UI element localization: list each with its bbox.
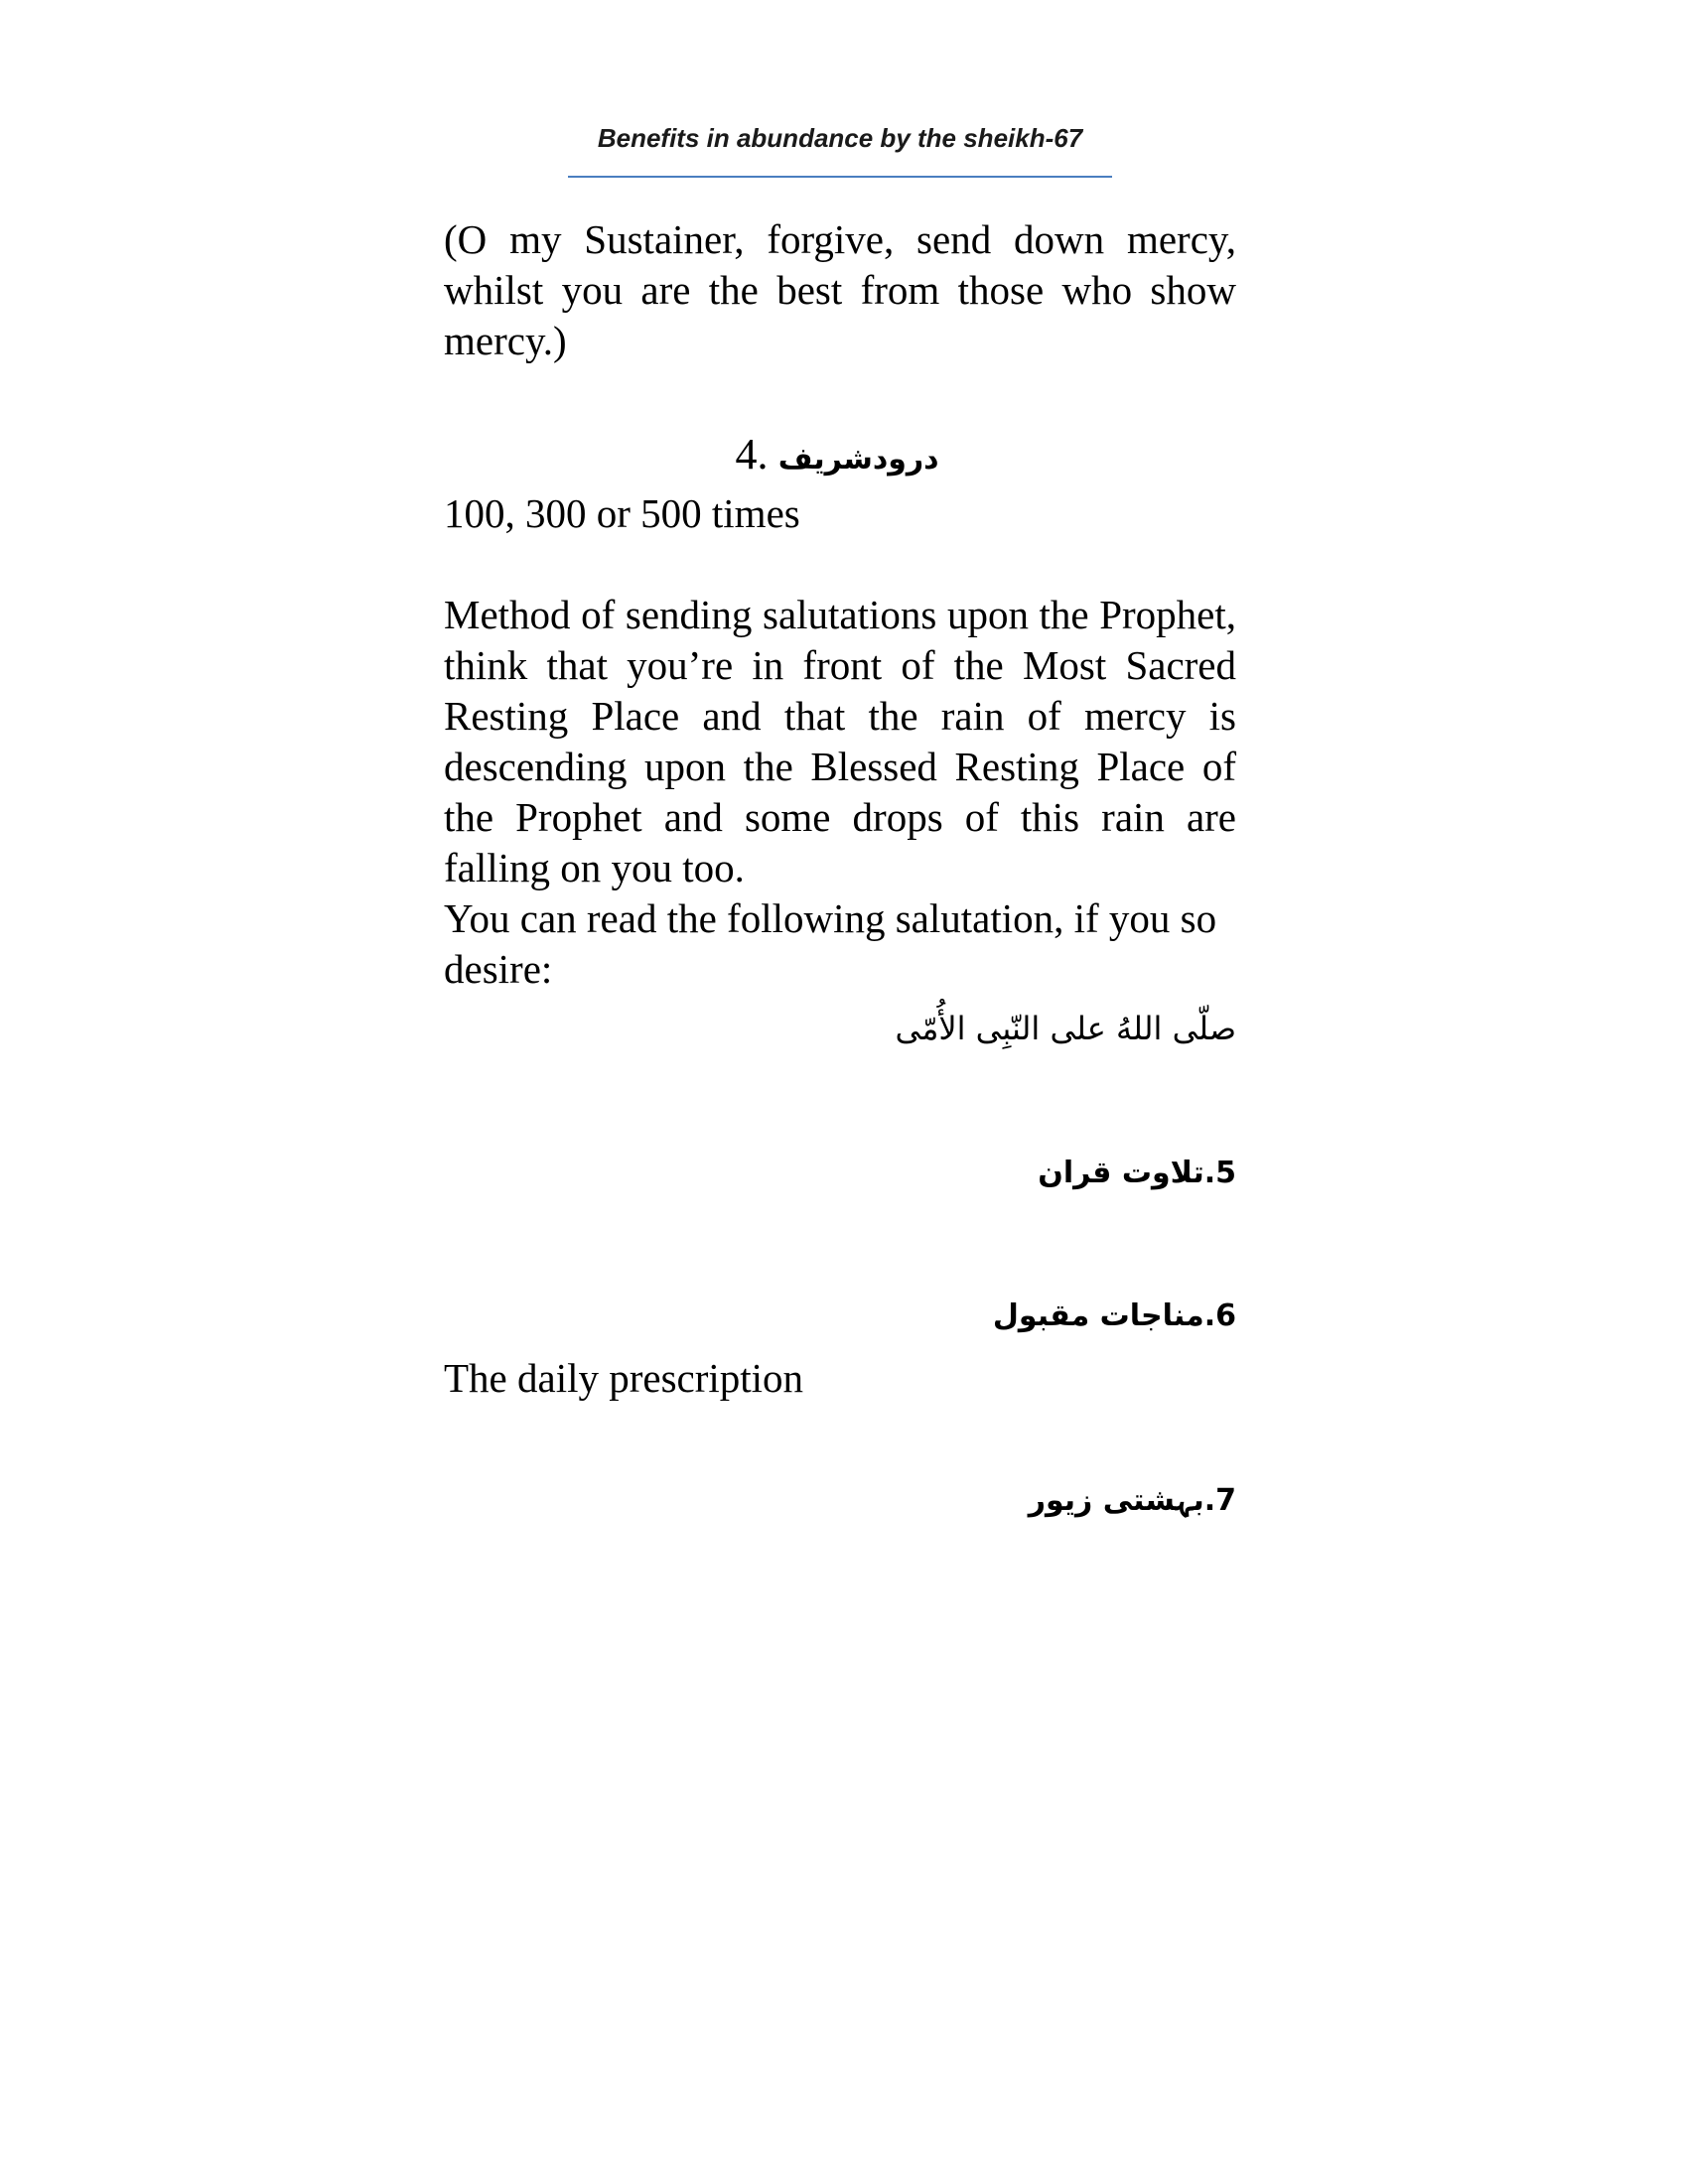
section-4-number: 4. — [735, 430, 769, 478]
section-6-block — [444, 1295, 1236, 1338]
section-4-heading — [444, 429, 1236, 484]
section-6-label: 6.مناجات مقبول — [992, 1298, 1236, 1333]
section-5-label: 5.تلاوت قران — [1038, 1156, 1236, 1190]
section-4-count-block — [444, 488, 1236, 539]
section-5-block — [444, 1152, 1236, 1195]
header-title: Benefits in abundance by the sheikh-67 — [597, 123, 1083, 153]
section-4-count: 100, 300 or 500 times — [444, 490, 800, 536]
section-7-block — [444, 1479, 1236, 1523]
section-4-method: Method of sending salutations upon the Prophet, think that you’re in front of the Most Sacred Resting Place and that the rain of mercy is descending upon the Blessed Resting Place of the Prophet and some drops of this rain are falling on you too. — [444, 592, 1236, 890]
section-4-instruction: You can read the following salutation, if you so desire: — [444, 895, 1217, 992]
salutation-arabic: صلّى اللهُ علی النّبِی الأُمّی — [895, 1010, 1236, 1047]
intro-translation: (O my Sustainer, forgive, send down mercy, whilst you are the best from those who show mercy.) — [444, 216, 1236, 363]
intro-block — [444, 214, 1236, 366]
page-header — [568, 121, 1112, 155]
salutation-block — [444, 1005, 1236, 1052]
section-6-note-block — [444, 1353, 1236, 1404]
section-6-note: The daily prescription — [444, 1355, 804, 1401]
section-4-urdu-title: درودشریف — [777, 442, 939, 477]
header-divider — [568, 176, 1112, 178]
section-7-label: 7.بہشتی زیور — [1028, 1483, 1236, 1518]
section-4-method-block — [444, 590, 1236, 995]
